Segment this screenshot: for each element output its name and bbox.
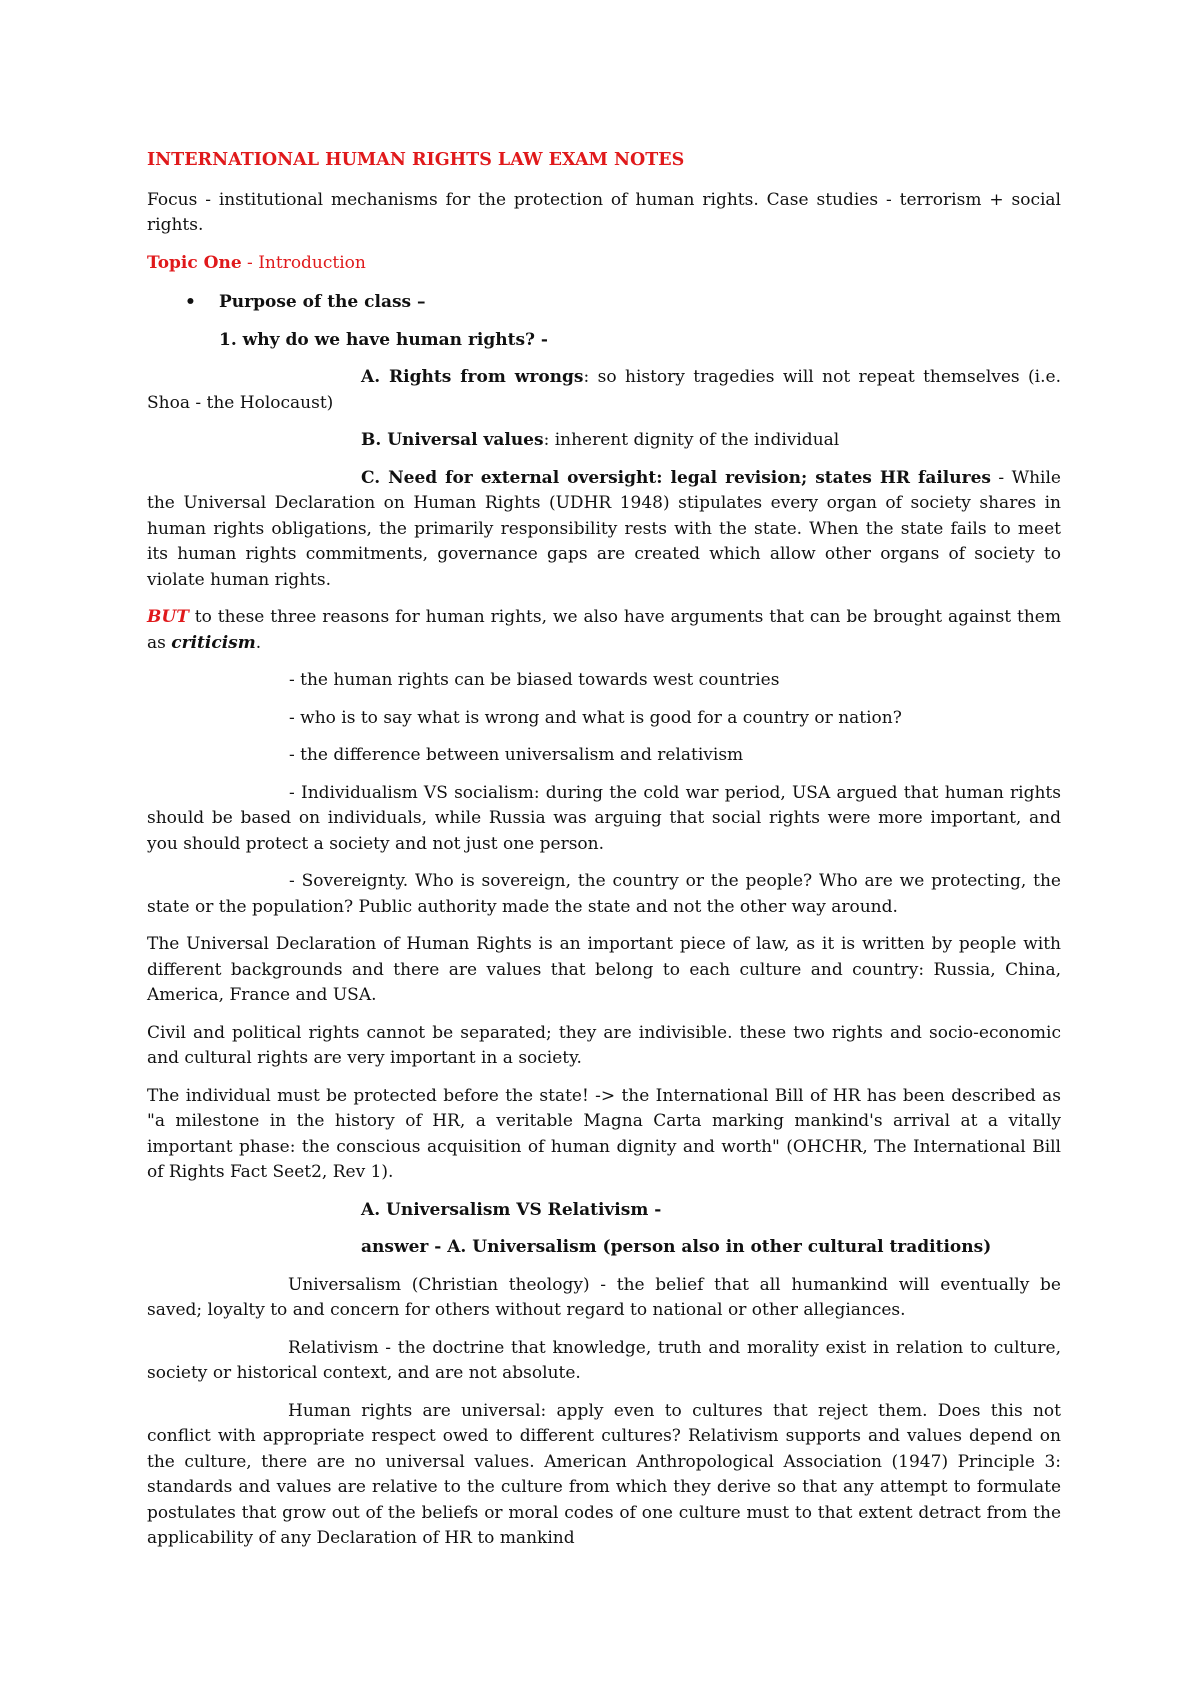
topic-heading bbox=[147, 251, 1061, 277]
topic-rest: - Introduction bbox=[241, 252, 366, 273]
reason-a bbox=[147, 365, 1061, 416]
criticism-item: - the human rights can be biased towards west countries bbox=[289, 670, 780, 690]
but-paragraph bbox=[147, 605, 1061, 656]
reason-a-label: A. Rights from wrongs bbox=[361, 367, 584, 387]
criticism-item: - Individualism VS socialism: during the cold war period, USA argued that human rights should be based on individuals, while Russia was arguing that social rights were more important, and you should protect a society and not just one person. bbox=[147, 782, 1061, 854]
focus-paragraph: Focus - institutional mechanisms for the protection of human rights. Case studies - terrorism + social rights. bbox=[147, 189, 1061, 235]
individual-paragraph: The individual must be protected before the state! -> the International Bill of HR has been described as "a milestone in the history of HR, a veritable Magna Carta marking mankind's arrival at a vitally important phase: the conscious acquisition of human dignity and worth" (OHCHR, The International Bill of Rights Fact Seet2, Rev 1). bbox=[147, 1085, 1061, 1182]
reason-a-text: : so history tragedies will not repeat themselves (i.e. Shoa - the Holocaust) bbox=[147, 367, 1061, 413]
criticism-item: - who is to say what is wrong and what is good for a country or nation? bbox=[289, 707, 902, 728]
relativism-definition: Relativism - the doctrine that knowledge, truth and morality exist in relation to culture, society or historical context, and are not absolute. bbox=[147, 1337, 1061, 1383]
reason-c bbox=[147, 466, 1061, 594]
question-heading: 1. why do we have human rights? - bbox=[219, 329, 548, 350]
criticism-word: criticism bbox=[171, 632, 256, 653]
universalism-definition: Universalism (Christian theology) - the belief that all humankind will eventually be saved; loyalty to and concern for others without regard to national or other allegiances. bbox=[147, 1274, 1061, 1320]
bullet-item bbox=[147, 290, 1061, 316]
topic-label: Topic One bbox=[147, 252, 242, 273]
reason-c-text: - While the Universal Declaration on Human Rights (UDHR 1948) stipulates every organ of society shares in human rights obligations, the primarily responsibility rests with the state. When the state fails to meet its human rights commitments, governance gaps are created which allow other organs of society to violate human rights. bbox=[147, 467, 1061, 590]
reason-b bbox=[147, 428, 1061, 454]
criticism-item: - Sovereignty. Who is sovereign, the country or the people? Who are we protecting, the state or the population? Public authority made the state and not the other way around. bbox=[147, 871, 1061, 917]
reason-b-label: B. Universal values bbox=[361, 430, 544, 450]
answer-heading: answer - A. Universalism (person also in other cultural traditions) bbox=[361, 1237, 992, 1257]
but-lead: BUT bbox=[147, 607, 189, 627]
universal-rights-paragraph: Human rights are universal: apply even to cultures that reject them. Does this not conflict with appropriate respect owed to different cultures? Relativism supports and values depend on the culture, there are no universal values. American Anthropological Association (1947) Principle 3: standards and values are relative to the culture from which they derive so that any attempt to formulate postulates that grow out of the beliefs or moral codes of one culture must to that extent detract from the applicability of any Declaration of HR to mankind bbox=[147, 1400, 1061, 1548]
but-end: . bbox=[255, 632, 262, 653]
bullet-icon: • bbox=[185, 292, 196, 312]
but-mid: to these three reasons for human rights, we also have arguments that can be brought against them as bbox=[147, 607, 1061, 653]
bullet-text: Purpose of the class – bbox=[219, 292, 426, 312]
reason-b-text: : inherent dignity of the individual bbox=[543, 430, 840, 450]
reason-c-label: C. Need for external oversight: legal revision; states HR failures bbox=[361, 467, 991, 488]
criticism-item: - the difference between universalism and relativism bbox=[289, 745, 744, 765]
udhr-paragraph: The Universal Declaration of Human Rights is an important piece of law, as it is written by people with different backgrounds and there are values that belong to each culture and country: Russia, China, America, France and USA. bbox=[147, 934, 1061, 1005]
civil-rights-paragraph: Civil and political rights cannot be separated; they are indivisible. these two rights and socio-economic and cultural rights are very important in a society. bbox=[147, 1022, 1061, 1068]
document-title: INTERNATIONAL HUMAN RIGHTS LAW EXAM NOTES bbox=[147, 150, 685, 170]
document-body bbox=[147, 148, 1061, 1564]
subsection-heading: A. Universalism VS Relativism - bbox=[361, 1199, 662, 1220]
